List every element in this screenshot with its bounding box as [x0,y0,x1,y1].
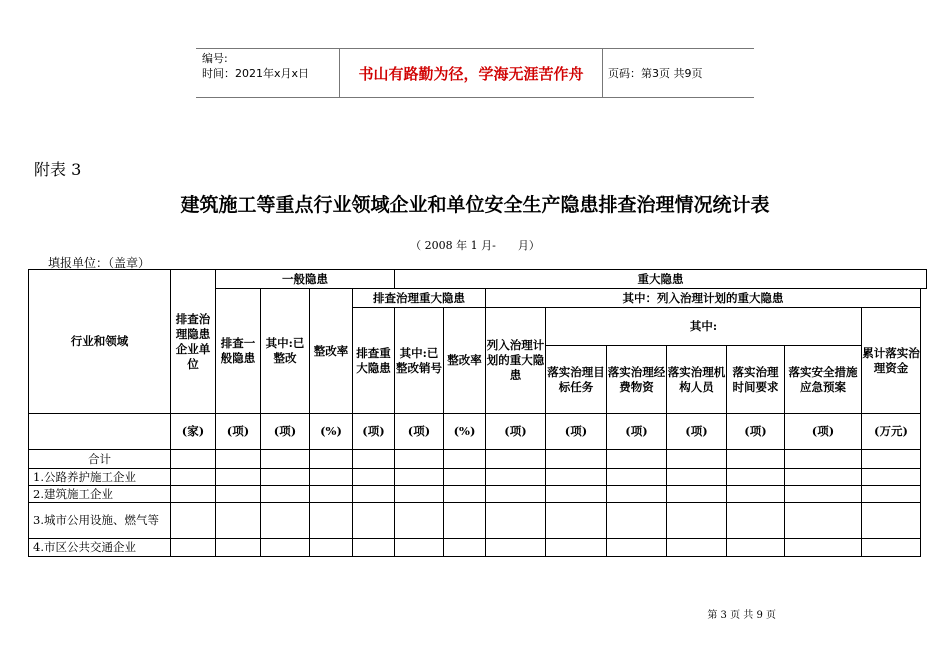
header-page-info: 页码：第3页 共9页 [608,67,703,80]
unit-cell: (项) [486,414,546,450]
header-g-checked: 排查一般隐患 [216,289,261,414]
unit-row [29,414,927,450]
time-label: 时间：2021年x月x日 [202,67,310,80]
page-header [196,48,754,98]
unit-cell: (%) [444,414,486,450]
header-major-treat: 排查治理重大隐患 [353,289,486,308]
statistics-table [28,269,927,557]
row-label: 1.公路养护施工企业 [29,469,171,486]
header-m-closed: 其中:已整改销号 [395,308,444,414]
header-staff: 落实治理机构人员 [667,346,727,414]
header-goal: 落实治理目标任务 [546,346,607,414]
table-row [29,450,927,469]
header-plan: 落实安全措施应急预案 [785,346,862,414]
header-among: 其中: [546,308,862,346]
header-major-planned: 其中：列入治理计划的重大隐患 [486,289,921,308]
row-label: 4.市区公共交通企业 [29,539,171,557]
table-row [29,503,927,539]
appendix-label: 附表 3 [34,160,82,179]
header-time: 落实治理时间要求 [727,346,785,414]
unit-cell: (%) [310,414,353,450]
unit-cell: (项) [727,414,785,450]
header-meta [202,51,309,81]
header-general: 一般隐患 [216,270,395,289]
row-label: 3.城市公用设施、燃气等 [29,503,171,539]
period-label: （ 2008 年 1 月- 月） [410,239,540,252]
row-label: 合计 [29,450,171,469]
unit-cell [29,414,171,450]
unit-cell: (项) [607,414,667,450]
filler-label: 填报单位：（盖章） [48,256,151,270]
unit-cell: (项) [395,414,444,450]
unit-cell: (项) [216,414,261,450]
page-footer: 第 3 页 共 9 页 [707,610,776,621]
header-units-checked: 排查治理隐患企业单位 [171,270,216,414]
row-label: 2.建筑施工企业 [29,486,171,503]
header-major: 重大隐患 [395,270,927,289]
header-motto: 书山有路勤为径，学海无涯苦作舟 [339,49,603,97]
header-cum-fund: 累计落实治理资金 [862,308,921,414]
unit-cell: (项) [546,414,607,450]
header-g-fixed: 其中:已整改 [261,289,310,414]
header-fund: 落实治理经费物资 [607,346,667,414]
unit-cell: (项) [667,414,727,450]
number-label: 编号: [202,52,228,65]
unit-cell: (家) [171,414,216,450]
header-m-checked: 排查重大隐患 [353,308,395,414]
unit-cell: (项) [261,414,310,450]
unit-cell: (项) [785,414,862,450]
table-row [29,469,927,486]
document-title: 建筑施工等重点行业领域企业和单位安全生产隐患排查治理情况统计表 [180,194,770,216]
header-industry: 行业和领域 [29,270,171,414]
header-m-listed: 列入治理计划的重大隐患 [486,308,546,414]
unit-cell: (项) [353,414,395,450]
table-row [29,539,927,557]
table-row [29,486,927,503]
header-m-rate: 整改率 [444,308,486,414]
header-g-rate: 整改率 [310,289,353,414]
unit-cell: (万元) [862,414,921,450]
